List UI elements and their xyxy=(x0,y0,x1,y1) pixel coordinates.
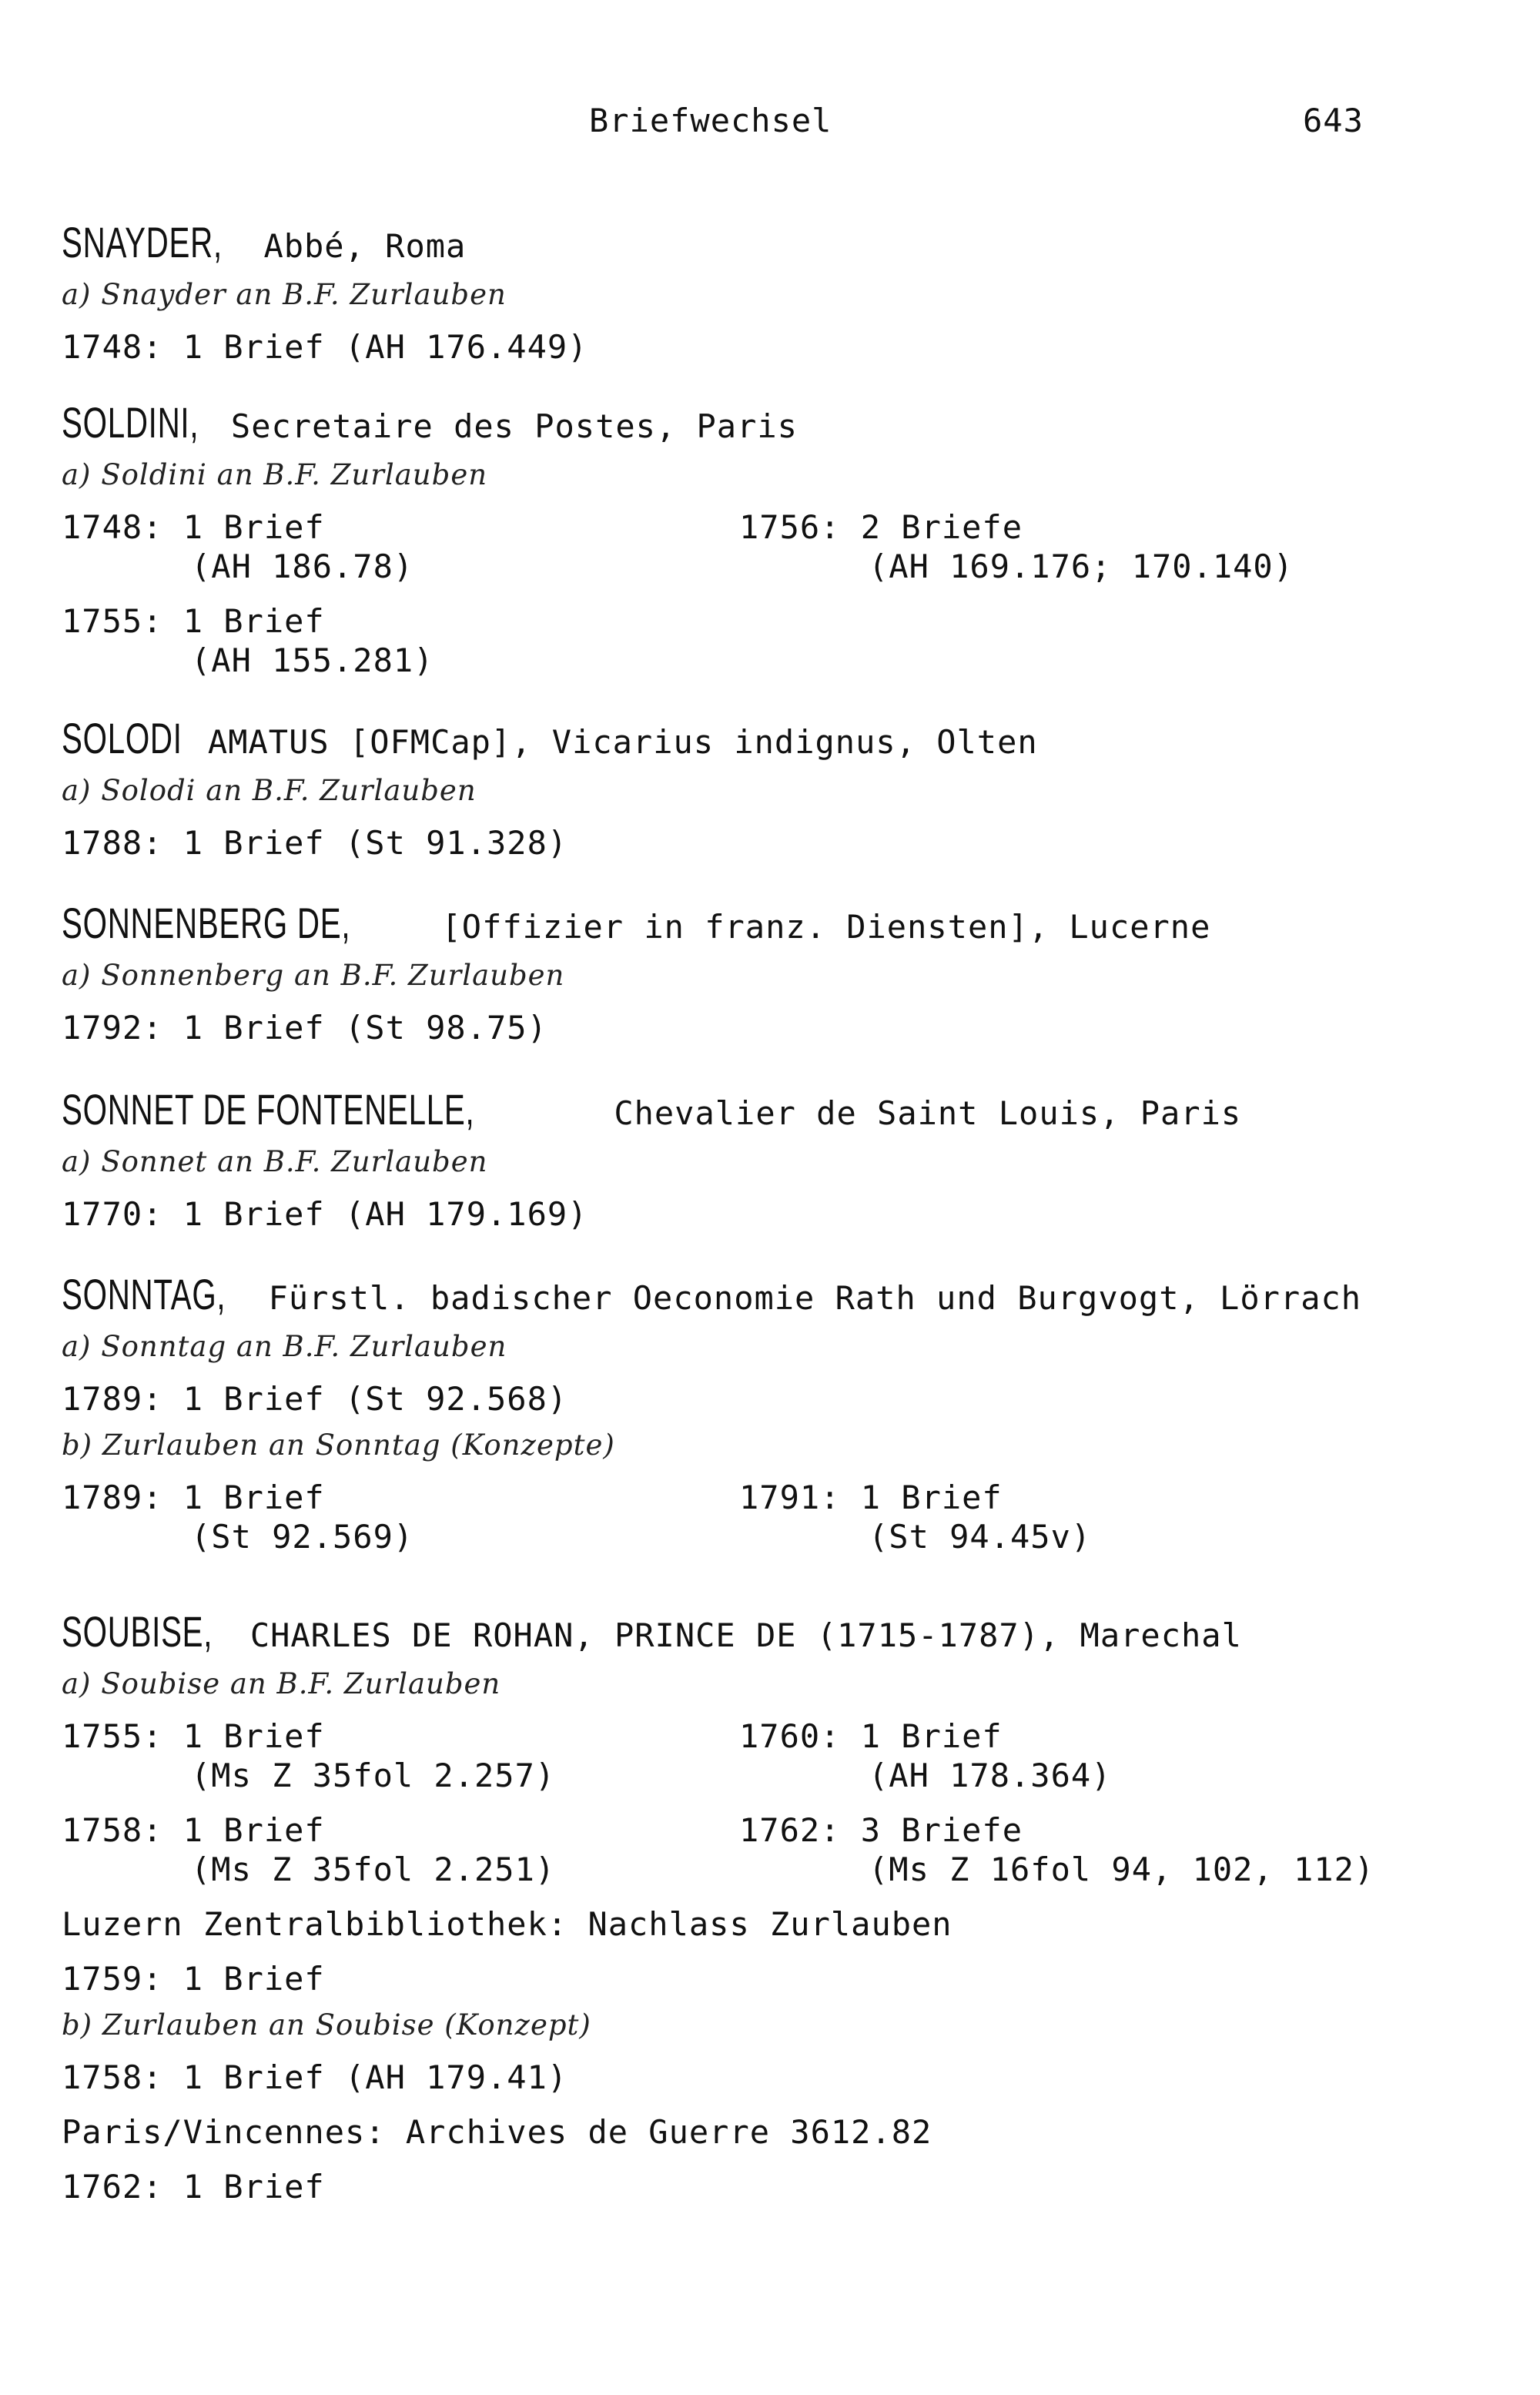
section-label: a) Sonntag an B.F. Zurlauben xyxy=(62,1330,507,1363)
correspondence-year: 1791: 1 Brief xyxy=(739,1479,1003,1516)
running-head-title: Briefwechsel xyxy=(589,102,832,139)
entry-name: SOLDINI, xyxy=(62,398,199,447)
archive-reference: (AH 178.364) xyxy=(869,1757,1112,1794)
correspondence-line: 1758: 1 Brief (AH 179.41) xyxy=(62,2058,568,2096)
entry-snayder xyxy=(62,217,1478,366)
archive-reference: (Ms Z 35fol 2.257) xyxy=(191,1757,556,1794)
two-column-row xyxy=(62,1717,1478,1794)
page-number: 643 xyxy=(1303,102,1364,139)
correspondence-year: 1758: 1 Brief xyxy=(62,1811,325,1849)
entry-solodi xyxy=(62,713,1478,862)
entry-description: [Offizier in franz. Diensten], Lucerne xyxy=(441,908,1211,946)
entry-soubise xyxy=(62,1606,1478,2206)
correspondence-year: 1748: 1 Brief xyxy=(62,508,325,546)
entry-name: SOUBISE, xyxy=(62,1607,213,1656)
single-column-row xyxy=(62,602,1478,679)
entry-name: SONNTAG, xyxy=(62,1270,226,1318)
two-column-row xyxy=(62,1811,1478,1888)
section-label: a) Sonnet an B.F. Zurlauben xyxy=(62,1145,488,1178)
entry-description: Abbé, Roma xyxy=(263,227,467,265)
correspondence-line: 1788: 1 Brief (St 91.328) xyxy=(62,824,568,862)
entry-name: SONNENBERG DE, xyxy=(62,899,351,947)
section-label: b) Zurlauben an Soubise (Konzept) xyxy=(62,2008,591,2042)
entry-description: Fürstl. badischer Oeconomie Rath und Burgvogt, Lörrach xyxy=(268,1279,1362,1317)
archive-reference: (AH 186.78) xyxy=(191,548,414,585)
entry-description: CHARLES DE ROHAN, PRINCE DE (1715-1787), Marechal xyxy=(249,1616,1242,1654)
archive-reference: (AH 169.176; 170.140) xyxy=(869,548,1294,585)
correspondence-line: 1770: 1 Brief (AH 179.169) xyxy=(62,1195,588,1233)
archive-reference: (St 94.45v) xyxy=(869,1518,1092,1556)
entry-description: Chevalier de Saint Louis, Paris xyxy=(614,1094,1242,1132)
correspondence-year: 1755: 1 Brief xyxy=(62,1717,325,1755)
entry-sonnenberg xyxy=(62,898,1478,1047)
entry-soldini xyxy=(62,397,1478,679)
correspondence-year: 1756: 2 Briefe xyxy=(739,508,1023,546)
section-label: a) Soldini an B.F. Zurlauben xyxy=(62,458,488,491)
archive-location: Paris/Vincennes: Archives de Guerre 3612.82 xyxy=(62,2113,932,2151)
entry-description: AMATUS [OFMCap], Vicarius indignus, Olten xyxy=(207,723,1038,761)
two-column-row xyxy=(62,508,1478,585)
archive-reference: (St 92.569) xyxy=(191,1518,414,1556)
archive-reference: (Ms Z 35fol 2.251) xyxy=(191,1851,556,1888)
entry-sonnet-de-fontenelle xyxy=(62,1084,1478,1233)
entry-description: Secretaire des Postes, Paris xyxy=(230,407,798,445)
section-label: a) Sonnenberg an B.F. Zurlauben xyxy=(62,959,565,992)
correspondence-year: 1755: 1 Brief xyxy=(62,602,325,640)
two-column-row xyxy=(62,1479,1478,1556)
correspondence-year: 1789: 1 Brief xyxy=(62,1479,325,1516)
archive-reference: (AH 155.281) xyxy=(191,641,434,679)
section-label: b) Zurlauben an Sonntag (Konzepte) xyxy=(62,1429,615,1462)
correspondence-year: 1760: 1 Brief xyxy=(739,1717,1003,1755)
section-label: a) Soubise an B.F. Zurlauben xyxy=(62,1667,501,1700)
entry-name: SNAYDER, xyxy=(62,218,223,266)
entry-name: SOLODI xyxy=(62,714,182,762)
correspondence-line: 1792: 1 Brief (St 98.75) xyxy=(62,1009,547,1047)
section-label: a) Snayder an B.F. Zurlauben xyxy=(62,278,507,311)
correspondence-year: 1762: 3 Briefe xyxy=(739,1811,1023,1849)
correspondence-line: 1789: 1 Brief (St 92.568) xyxy=(62,1380,568,1418)
correspondence-line: 1762: 1 Brief xyxy=(62,2168,325,2206)
correspondence-line: 1748: 1 Brief (AH 176.449) xyxy=(62,328,588,366)
entry-sonntag xyxy=(62,1269,1478,1556)
archive-reference: (Ms Z 16fol 94, 102, 112) xyxy=(869,1851,1375,1888)
section-label: a) Solodi an B.F. Zurlauben xyxy=(62,774,477,807)
correspondence-line: 1759: 1 Brief xyxy=(62,1960,325,1998)
entry-name: SONNET DE FONTENELLE, xyxy=(62,1085,475,1134)
archive-location: Luzern Zentralbibliothek: Nachlass Zurlauben xyxy=(62,1905,952,1943)
